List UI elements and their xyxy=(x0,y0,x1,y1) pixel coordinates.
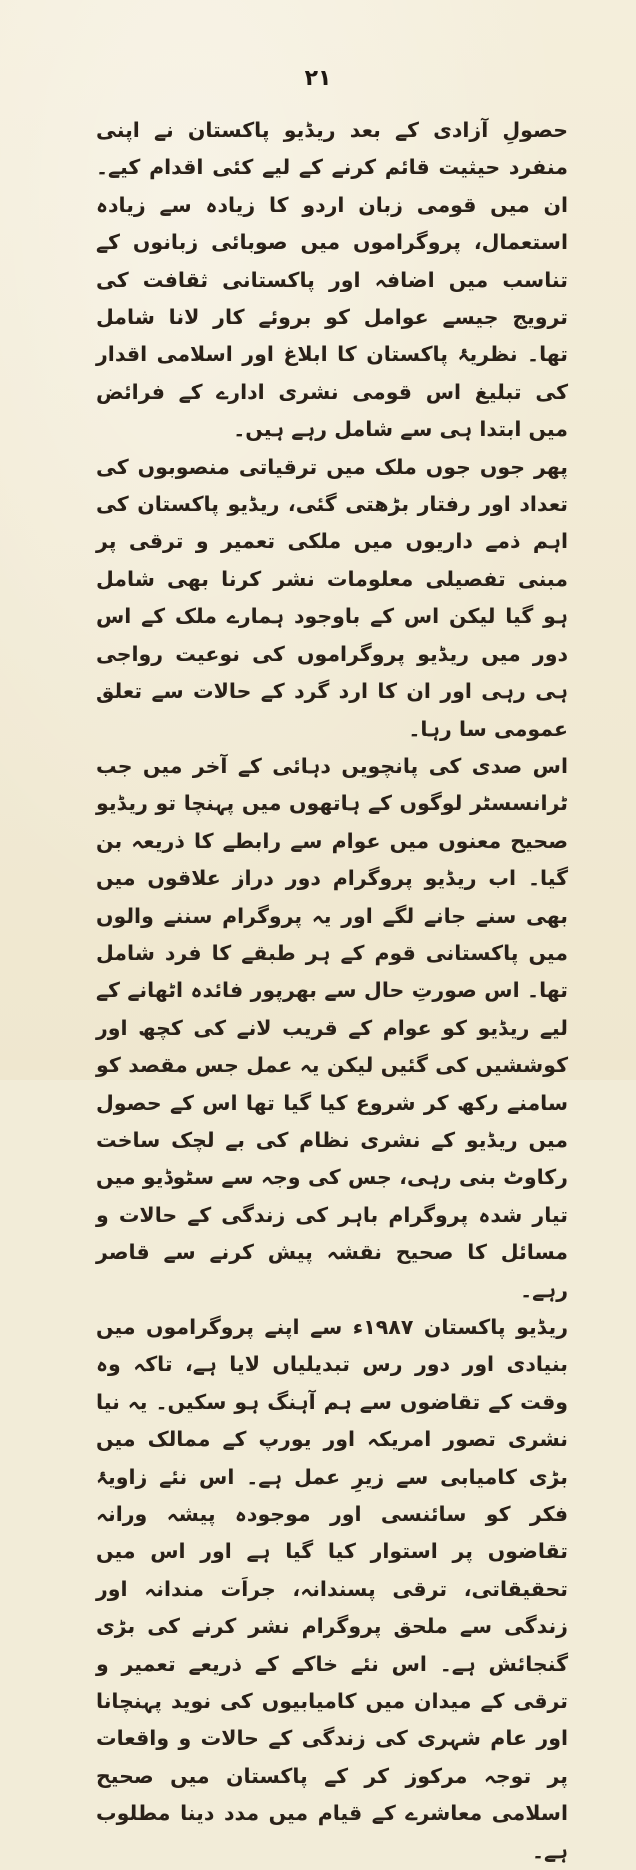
paragraph-3: اس صدی کی پانچویں دہائی کے آخر میں جب ٹرانسسٹر لوگوں کے ہاتھوں میں پہنچا تو ریڈیو صحیح معنوں میں عوام سے رابطے کا ذریعہ بن گیا۔ اب ریڈیو پروگرام دور دراز علاقوں میں بھی سنے جانے لگے اور یہ پروگرام سننے والوں میں پاکستانی قوم کے ہر طبقے کا فرد شامل تھا۔ اس صورتِ حال سے بھرپور فائدہ اٹھانے کے لیے ریڈیو کو عوام کے قریب لانے کی کچھ اور کوششیں کی گئیں لیکن یہ عمل جس مقصد کو سامنے رکھ کر شروع کیا گیا تھا اس کے حصول میں ریڈیو کے نشری نظام کی بے لچک ساخت رکاوٹ بنی رہی، جس کی وجہ سے سٹوڈیو میں تیار شدہ پروگرام باہر کی زندگی کے حالات و مسائل کا صحیح نقشہ پیش کرنے سے قاصر رہے۔ xyxy=(96,753,568,1302)
paragraph-4: ریڈیو پاکستان ۱۹۸۷ء سے اپنے پروگراموں میں بنیادی اور دور رس تبدیلیاں لایا ہے، تاکہ وہ وقت کے تقاضوں سے ہم آہنگ ہو سکیں۔ یہ نیا نشری تصور امریکہ اور یورپ کے ممالک میں بڑی کامیابی سے زیرِ عمل ہے۔ اس نئے زاویۂ فکر کو سائنسی اور موجودہ پیشہ ورانہ تقاضوں پر استوار کیا گیا ہے اور اس میں تحقیقاتی، ترقی پسندانہ، جراَت مندانہ اور زندگی سے ملحق پروگرام نشر کرنے کی بڑی گنجائش ہے۔ اس نئے خاکے کے ذریعے تعمیر و ترقی کے میدان میں کامیابیوں کی نوید پہنچانا اور عام شہری کی زندگی کے حالات و واقعات پر توجہ مرکوز کر کے پاکستان میں صحیح اسلامی معاشرے کے قیام میں مدد دینا مطلوب ہے۔ xyxy=(96,1315,569,1863)
body-text xyxy=(96,112,568,1870)
paragraph-2: پھر جوں جوں ملک میں ترقیاتی منصوبوں کی تعداد اور رفتار بڑھتی گئی، ریڈیو پاکستان کی اہم ذمے داریوں میں ملکی تعمیر و ترقی پر مبنی تفصیلی معلومات نشر کرنا بھی شامل ہو گیا لیکن اس کے باوجود ہمارے ملک کے اس دور میں ریڈیو پروگراموں کی نوعیت رواجی ہی رہی اور ان کا ارد گرد کے حالات سے تعلق عمومی سا رہا۔ xyxy=(96,454,568,741)
page-number: ۲۱ xyxy=(304,66,332,91)
paragraph-1: حصولِ آزادی کے بعد ریڈیو پاکستان نے اپنی منفرد حیثیت قائم کرنے کے لیے کئی اقدام کیے۔ ان میں قومی زبان اردو کا زیادہ سے زیادہ استعمال، پروگراموں میں صوبائی زبانوں کے تناسب میں اضافہ اور پاکستانی ثقافت کی ترویج جیسے عوامل کو بروئے کار لانا شامل تھا۔ نظریۂ پاکستان کا ابلاغ اور اسلامی اقدار کی تبلیغ اس قومی نشری ادارے کے فرائض میں ابتدا ہی سے شامل رہے ہیں۔ xyxy=(96,118,568,442)
